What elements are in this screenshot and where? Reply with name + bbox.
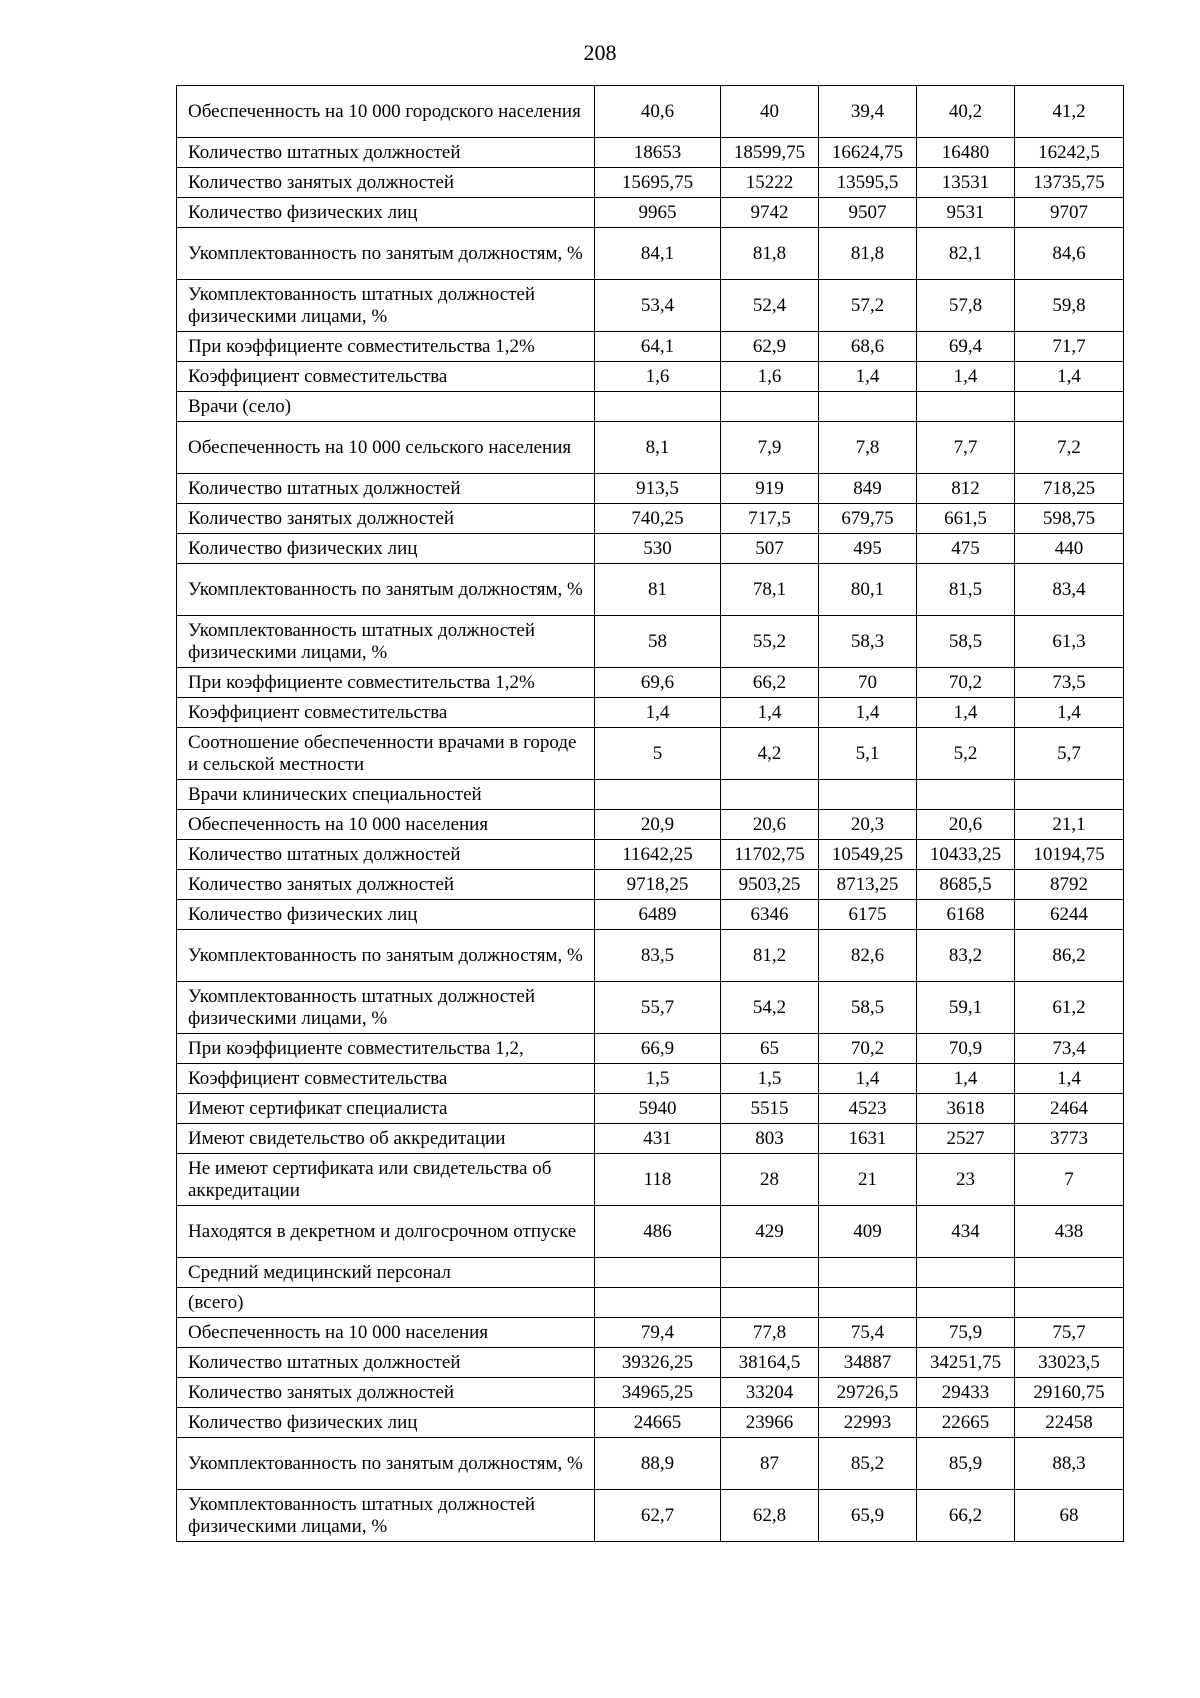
- value-cell: 9531: [917, 198, 1015, 228]
- value-cell: 409: [819, 1206, 917, 1258]
- table-row: [177, 564, 1124, 616]
- value-cell: [819, 780, 917, 810]
- row-label: Количество занятых должностей: [177, 870, 595, 900]
- value-cell: 29433: [917, 1378, 1015, 1408]
- row-label: Укомплектованность по занятым должностям, %: [177, 228, 595, 280]
- value-cell: 39326,25: [595, 1348, 721, 1378]
- value-cell: 70,2: [917, 668, 1015, 698]
- value-cell: 1,4: [721, 698, 819, 728]
- value-cell: 20,6: [721, 810, 819, 840]
- value-cell: 1,4: [819, 362, 917, 392]
- row-label: Находятся в декретном и долгосрочном отпуске: [177, 1206, 595, 1258]
- value-cell: 77,8: [721, 1318, 819, 1348]
- row-label: Укомплектованность штатных должностей физическими лицами, %: [177, 982, 595, 1034]
- value-cell: 40,6: [595, 86, 721, 138]
- value-cell: 73,4: [1015, 1034, 1124, 1064]
- value-cell: 55,7: [595, 982, 721, 1034]
- value-cell: 62,9: [721, 332, 819, 362]
- value-cell: 34887: [819, 1348, 917, 1378]
- value-cell: 11702,75: [721, 840, 819, 870]
- value-cell: 6244: [1015, 900, 1124, 930]
- value-cell: 20,6: [917, 810, 1015, 840]
- row-label: Обеспеченность на 10 000 сельского населения: [177, 422, 595, 474]
- table-body: [177, 86, 1124, 1542]
- table-row: [177, 1348, 1124, 1378]
- value-cell: [819, 1288, 917, 1318]
- table-row: [177, 534, 1124, 564]
- value-cell: 1,6: [595, 362, 721, 392]
- value-cell: 54,2: [721, 982, 819, 1034]
- table-row: [177, 1034, 1124, 1064]
- value-cell: 429: [721, 1206, 819, 1258]
- row-label: Укомплектованность штатных должностей физическими лицами, %: [177, 616, 595, 668]
- value-cell: 52,4: [721, 280, 819, 332]
- value-cell: 83,2: [917, 930, 1015, 982]
- value-cell: 22993: [819, 1408, 917, 1438]
- value-cell: 59,8: [1015, 280, 1124, 332]
- value-cell: 41,2: [1015, 86, 1124, 138]
- value-cell: 62,8: [721, 1490, 819, 1542]
- value-cell: 1,4: [819, 698, 917, 728]
- value-cell: [1015, 780, 1124, 810]
- value-cell: 1,4: [917, 698, 1015, 728]
- row-label: Количество штатных должностей: [177, 474, 595, 504]
- value-cell: 5515: [721, 1094, 819, 1124]
- value-cell: 24665: [595, 1408, 721, 1438]
- value-cell: 81,5: [917, 564, 1015, 616]
- value-cell: 61,3: [1015, 616, 1124, 668]
- value-cell: 58,5: [917, 616, 1015, 668]
- row-label: Укомплектованность по занятым должностям, %: [177, 930, 595, 982]
- value-cell: 7,7: [917, 422, 1015, 474]
- row-label: При коэффициенте совместительства 1,2%: [177, 332, 595, 362]
- value-cell: 34251,75: [917, 1348, 1015, 1378]
- value-cell: 9742: [721, 198, 819, 228]
- value-cell: 40: [721, 86, 819, 138]
- value-cell: 85,9: [917, 1438, 1015, 1490]
- value-cell: 53,4: [595, 280, 721, 332]
- row-label: Обеспеченность на 10 000 населения: [177, 1318, 595, 1348]
- value-cell: 75,9: [917, 1318, 1015, 1348]
- value-cell: 58,3: [819, 616, 917, 668]
- statistics-table: [176, 85, 1124, 1542]
- table-row: [177, 698, 1124, 728]
- value-cell: 8713,25: [819, 870, 917, 900]
- value-cell: 69,6: [595, 668, 721, 698]
- table-row: [177, 1288, 1124, 1318]
- value-cell: 66,2: [917, 1490, 1015, 1542]
- value-cell: 84,6: [1015, 228, 1124, 280]
- value-cell: 2464: [1015, 1094, 1124, 1124]
- value-cell: 69,4: [917, 332, 1015, 362]
- value-cell: 20,3: [819, 810, 917, 840]
- value-cell: 1,4: [917, 362, 1015, 392]
- row-label: Количество штатных должностей: [177, 1348, 595, 1378]
- row-label: Имеют свидетельство об аккредитации: [177, 1124, 595, 1154]
- value-cell: 57,2: [819, 280, 917, 332]
- value-cell: 661,5: [917, 504, 1015, 534]
- value-cell: 86,2: [1015, 930, 1124, 982]
- value-cell: 21: [819, 1154, 917, 1206]
- value-cell: [595, 780, 721, 810]
- value-cell: 7: [1015, 1154, 1124, 1206]
- value-cell: 81,8: [819, 228, 917, 280]
- value-cell: 66,9: [595, 1034, 721, 1064]
- value-cell: 22458: [1015, 1408, 1124, 1438]
- value-cell: 8,1: [595, 422, 721, 474]
- value-cell: 81: [595, 564, 721, 616]
- value-cell: 849: [819, 474, 917, 504]
- table-row: [177, 422, 1124, 474]
- row-label: Обеспеченность на 10 000 городского населения: [177, 86, 595, 138]
- value-cell: 475: [917, 534, 1015, 564]
- value-cell: 530: [595, 534, 721, 564]
- row-label: Имеют сертификат специалиста: [177, 1094, 595, 1124]
- value-cell: 486: [595, 1206, 721, 1258]
- table-row: [177, 1408, 1124, 1438]
- value-cell: 4523: [819, 1094, 917, 1124]
- table-row: [177, 780, 1124, 810]
- value-cell: 8792: [1015, 870, 1124, 900]
- table-row: [177, 1490, 1124, 1542]
- value-cell: 71,7: [1015, 332, 1124, 362]
- value-cell: [721, 780, 819, 810]
- value-cell: 88,9: [595, 1438, 721, 1490]
- value-cell: 16242,5: [1015, 138, 1124, 168]
- table-row: [177, 900, 1124, 930]
- value-cell: [595, 1288, 721, 1318]
- value-cell: 68: [1015, 1490, 1124, 1542]
- value-cell: 9507: [819, 198, 917, 228]
- value-cell: 717,5: [721, 504, 819, 534]
- table-row: [177, 840, 1124, 870]
- row-label: Количество штатных должностей: [177, 840, 595, 870]
- value-cell: [917, 1288, 1015, 1318]
- value-cell: 598,75: [1015, 504, 1124, 534]
- value-cell: 2527: [917, 1124, 1015, 1154]
- value-cell: 7,9: [721, 422, 819, 474]
- row-label: Коэффициент совместительства: [177, 698, 595, 728]
- value-cell: [917, 780, 1015, 810]
- table-row: [177, 228, 1124, 280]
- value-cell: 6346: [721, 900, 819, 930]
- value-cell: 70,9: [917, 1034, 1015, 1064]
- value-cell: 21,1: [1015, 810, 1124, 840]
- row-label: При коэффициенте совместительства 1,2%: [177, 668, 595, 698]
- value-cell: 87: [721, 1438, 819, 1490]
- value-cell: 18653: [595, 138, 721, 168]
- value-cell: 33204: [721, 1378, 819, 1408]
- value-cell: 679,75: [819, 504, 917, 534]
- value-cell: [1015, 1258, 1124, 1288]
- value-cell: 438: [1015, 1206, 1124, 1258]
- value-cell: 16624,75: [819, 138, 917, 168]
- value-cell: 6489: [595, 900, 721, 930]
- value-cell: 913,5: [595, 474, 721, 504]
- value-cell: 1,4: [819, 1064, 917, 1094]
- value-cell: 718,25: [1015, 474, 1124, 504]
- value-cell: 434: [917, 1206, 1015, 1258]
- value-cell: 29726,5: [819, 1378, 917, 1408]
- row-label: Укомплектованность по занятым должностям, %: [177, 564, 595, 616]
- table-row: [177, 668, 1124, 698]
- value-cell: 40,2: [917, 86, 1015, 138]
- value-cell: 20,9: [595, 810, 721, 840]
- table-row: [177, 504, 1124, 534]
- value-cell: [917, 1258, 1015, 1288]
- value-cell: 58,5: [819, 982, 917, 1034]
- value-cell: 38164,5: [721, 1348, 819, 1378]
- row-label: Количество занятых должностей: [177, 504, 595, 534]
- value-cell: 28: [721, 1154, 819, 1206]
- value-cell: 13735,75: [1015, 168, 1124, 198]
- table-row: [177, 982, 1124, 1034]
- value-cell: 58: [595, 616, 721, 668]
- value-cell: 6168: [917, 900, 1015, 930]
- value-cell: 10194,75: [1015, 840, 1124, 870]
- value-cell: 66,2: [721, 668, 819, 698]
- row-label: Количество физических лиц: [177, 1408, 595, 1438]
- table-row: [177, 138, 1124, 168]
- value-cell: 18599,75: [721, 138, 819, 168]
- value-cell: 73,5: [1015, 668, 1124, 698]
- value-cell: 65: [721, 1034, 819, 1064]
- value-cell: [819, 392, 917, 422]
- value-cell: 15695,75: [595, 168, 721, 198]
- value-cell: 83,5: [595, 930, 721, 982]
- value-cell: 1,5: [595, 1064, 721, 1094]
- table-row: [177, 280, 1124, 332]
- table-row: [177, 198, 1124, 228]
- value-cell: 39,4: [819, 86, 917, 138]
- value-cell: 740,25: [595, 504, 721, 534]
- row-label: Врачи клинических специальностей: [177, 780, 595, 810]
- value-cell: 83,4: [1015, 564, 1124, 616]
- row-label: При коэффициенте совместительства 1,2,: [177, 1034, 595, 1064]
- row-label: Количество физических лиц: [177, 900, 595, 930]
- row-label: Количество занятых должностей: [177, 168, 595, 198]
- value-cell: 13531: [917, 168, 1015, 198]
- value-cell: 70: [819, 668, 917, 698]
- value-cell: 919: [721, 474, 819, 504]
- value-cell: 4,2: [721, 728, 819, 780]
- value-cell: [721, 1288, 819, 1318]
- row-label: Коэффициент совместительства: [177, 362, 595, 392]
- table-row: [177, 168, 1124, 198]
- value-cell: 64,1: [595, 332, 721, 362]
- value-cell: 15222: [721, 168, 819, 198]
- value-cell: [721, 392, 819, 422]
- value-cell: 9707: [1015, 198, 1124, 228]
- value-cell: [1015, 1288, 1124, 1318]
- value-cell: 82,1: [917, 228, 1015, 280]
- row-label: Количество штатных должностей: [177, 138, 595, 168]
- table-row: [177, 616, 1124, 668]
- row-label: Средний медицинский персонал: [177, 1258, 595, 1288]
- table-row: [177, 1094, 1124, 1124]
- row-label: Коэффициент совместительства: [177, 1064, 595, 1094]
- value-cell: 78,1: [721, 564, 819, 616]
- value-cell: 10549,25: [819, 840, 917, 870]
- value-cell: 81,2: [721, 930, 819, 982]
- value-cell: [1015, 392, 1124, 422]
- value-cell: 8685,5: [917, 870, 1015, 900]
- value-cell: 88,3: [1015, 1438, 1124, 1490]
- value-cell: 1,4: [1015, 362, 1124, 392]
- row-label: Обеспеченность на 10 000 населения: [177, 810, 595, 840]
- value-cell: 5,7: [1015, 728, 1124, 780]
- value-cell: 118: [595, 1154, 721, 1206]
- table-row: [177, 86, 1124, 138]
- value-cell: 1,4: [595, 698, 721, 728]
- table-row: [177, 1378, 1124, 1408]
- value-cell: 23966: [721, 1408, 819, 1438]
- table-row: [177, 1154, 1124, 1206]
- row-label: Укомплектованность по занятым должностям, %: [177, 1438, 595, 1490]
- table-row: [177, 810, 1124, 840]
- value-cell: 70,2: [819, 1034, 917, 1064]
- value-cell: 5: [595, 728, 721, 780]
- value-cell: 9965: [595, 198, 721, 228]
- table-row: [177, 1258, 1124, 1288]
- value-cell: 65,9: [819, 1490, 917, 1542]
- table-row: [177, 392, 1124, 422]
- value-cell: 440: [1015, 534, 1124, 564]
- row-label: Не имеют сертификата или свидетельства об аккредитации: [177, 1154, 595, 1206]
- value-cell: 79,4: [595, 1318, 721, 1348]
- row-label: Укомплектованность штатных должностей физическими лицами, %: [177, 280, 595, 332]
- value-cell: 75,7: [1015, 1318, 1124, 1348]
- page-number: 208: [583, 40, 617, 65]
- value-cell: 6175: [819, 900, 917, 930]
- value-cell: 5,2: [917, 728, 1015, 780]
- table-row: [177, 1064, 1124, 1094]
- value-cell: 55,2: [721, 616, 819, 668]
- value-cell: 80,1: [819, 564, 917, 616]
- value-cell: 803: [721, 1124, 819, 1154]
- value-cell: [721, 1258, 819, 1288]
- value-cell: 431: [595, 1124, 721, 1154]
- row-label: Укомплектованность штатных должностей физическими лицами, %: [177, 1490, 595, 1542]
- row-label: (всего): [177, 1288, 595, 1318]
- value-cell: 61,2: [1015, 982, 1124, 1034]
- value-cell: 495: [819, 534, 917, 564]
- value-cell: 84,1: [595, 228, 721, 280]
- value-cell: 75,4: [819, 1318, 917, 1348]
- value-cell: 1,4: [917, 1064, 1015, 1094]
- value-cell: 9503,25: [721, 870, 819, 900]
- value-cell: 16480: [917, 138, 1015, 168]
- table-row: [177, 728, 1124, 780]
- table-row: [177, 332, 1124, 362]
- value-cell: 29160,75: [1015, 1378, 1124, 1408]
- table-row: [177, 362, 1124, 392]
- table-row: [177, 930, 1124, 982]
- value-cell: [595, 392, 721, 422]
- row-label: Количество занятых должностей: [177, 1378, 595, 1408]
- value-cell: 7,2: [1015, 422, 1124, 474]
- value-cell: 57,8: [917, 280, 1015, 332]
- value-cell: 3773: [1015, 1124, 1124, 1154]
- table-row: [177, 1318, 1124, 1348]
- table-row: [177, 474, 1124, 504]
- value-cell: 22665: [917, 1408, 1015, 1438]
- value-cell: 812: [917, 474, 1015, 504]
- table-row: [177, 870, 1124, 900]
- value-cell: 68,6: [819, 332, 917, 362]
- table-row: [177, 1206, 1124, 1258]
- row-label: Соотношение обеспеченности врачами в городе и сельской местности: [177, 728, 595, 780]
- value-cell: 9718,25: [595, 870, 721, 900]
- value-cell: [595, 1258, 721, 1288]
- row-label: Количество физических лиц: [177, 198, 595, 228]
- value-cell: 13595,5: [819, 168, 917, 198]
- value-cell: 3618: [917, 1094, 1015, 1124]
- value-cell: 33023,5: [1015, 1348, 1124, 1378]
- value-cell: 62,7: [595, 1490, 721, 1542]
- value-cell: 1,4: [1015, 698, 1124, 728]
- value-cell: 507: [721, 534, 819, 564]
- value-cell: 5940: [595, 1094, 721, 1124]
- value-cell: 10433,25: [917, 840, 1015, 870]
- table-row: [177, 1124, 1124, 1154]
- value-cell: 59,1: [917, 982, 1015, 1034]
- row-label: Количество физических лиц: [177, 534, 595, 564]
- value-cell: 85,2: [819, 1438, 917, 1490]
- value-cell: 1,4: [1015, 1064, 1124, 1094]
- table-row: [177, 1438, 1124, 1490]
- value-cell: 34965,25: [595, 1378, 721, 1408]
- value-cell: 1,5: [721, 1064, 819, 1094]
- value-cell: 81,8: [721, 228, 819, 280]
- value-cell: 82,6: [819, 930, 917, 982]
- value-cell: [819, 1258, 917, 1288]
- value-cell: 11642,25: [595, 840, 721, 870]
- value-cell: 1631: [819, 1124, 917, 1154]
- value-cell: 23: [917, 1154, 1015, 1206]
- value-cell: 5,1: [819, 728, 917, 780]
- value-cell: 1,6: [721, 362, 819, 392]
- value-cell: [917, 392, 1015, 422]
- row-label: Врачи (село): [177, 392, 595, 422]
- value-cell: 7,8: [819, 422, 917, 474]
